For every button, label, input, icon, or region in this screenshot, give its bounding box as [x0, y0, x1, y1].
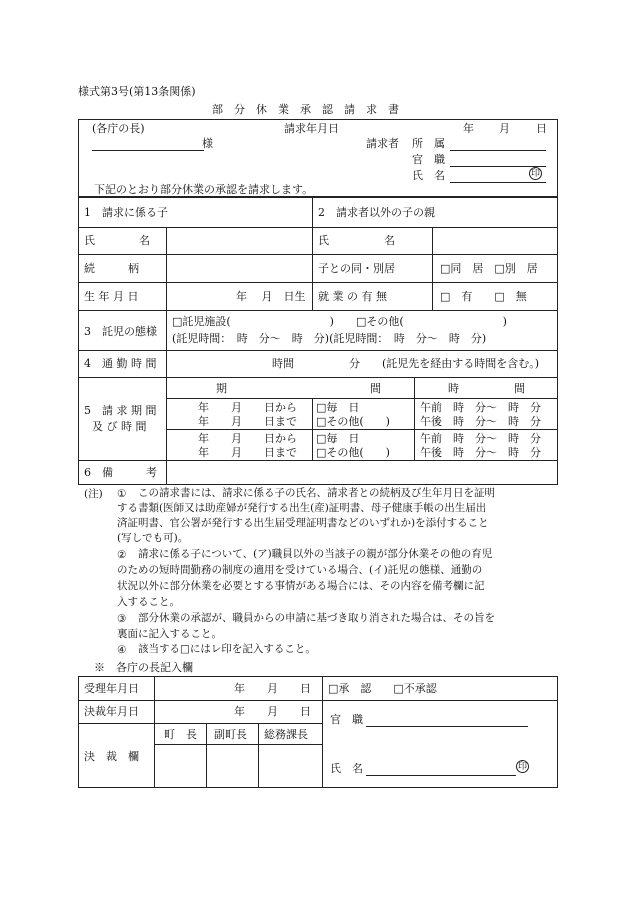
period-label-line1: 5 請 求 期 間 — [84, 404, 157, 417]
note2-line4: 入すること。 — [117, 596, 180, 608]
childcare-mode-label: 3 託児の態様 — [84, 325, 157, 338]
note3-number: ③ — [117, 613, 127, 625]
post-label: 官 職 — [412, 153, 445, 166]
note2-line2: のための短時間勤務の制度の適用を受けている場合、(イ)託児の態様、通勤の — [117, 564, 483, 576]
note2-line1: 請求に係る子について、(ア)職員以外の当該子の親が部分休業その他の育児 — [138, 548, 493, 560]
period1-pm-time[interactable]: 午後 時 分～ 時 分 — [420, 415, 541, 428]
sec1-child-heading: 1 請求に係る子 — [84, 206, 168, 219]
note1-line2: する書類(医師又は助産婦が発行する出生(産)証明書、母子健康手帳の出生届出 — [117, 502, 487, 514]
period-column-header: 期 間 — [216, 382, 381, 395]
year-label: 年 — [463, 122, 474, 135]
period2-to[interactable]: 年 月 日まで — [198, 446, 297, 459]
period1-to[interactable]: 年 月 日まで — [198, 415, 297, 428]
period2-pm-time[interactable]: 午後 時 分～ 時 分 — [420, 446, 541, 459]
period1-other-checkbox[interactable]: □その他( ) — [316, 415, 390, 428]
requester-name-field[interactable] — [450, 182, 546, 183]
period1-am-time[interactable]: 午前 時 分～ 時 分 — [420, 401, 541, 414]
dept-field[interactable] — [450, 150, 546, 151]
chief-name-field[interactable] — [366, 775, 516, 776]
period1-daily-checkbox[interactable]: □毎 日 — [316, 401, 360, 414]
day-label: 日 — [536, 122, 547, 135]
commute-label: 4 通 勤 時 間 — [84, 357, 157, 370]
addressee-label: (各庁の長) — [92, 122, 145, 135]
deputy-mayor-label: 副町長 — [214, 728, 247, 741]
approval-options[interactable]: □承 認 □不承認 — [328, 682, 437, 695]
period2-am-time[interactable]: 午前 時 分～ 時 分 — [420, 432, 541, 445]
seal-icon: 印 — [530, 169, 540, 179]
cohabitation-options[interactable]: □同 居 □別 居 — [440, 262, 538, 275]
approval-column-label: 決 裁 欄 — [84, 750, 139, 763]
period2-other-checkbox[interactable]: □その他( ) — [316, 446, 390, 459]
sama-label: 様 — [202, 137, 213, 150]
mayor-stamp-box[interactable] — [156, 746, 204, 786]
form-title: 部 分 休 業 承 認 請 求 書 — [212, 103, 399, 116]
form-number: 様式第3号(第13条関係) — [78, 85, 196, 98]
chief-name-label: 氏 名 — [330, 762, 363, 775]
remarks-label: 6 備 考 — [84, 466, 157, 479]
note1-line1: この請求書には、請求に係る子の氏名、請求者との続柄及び生年月日を証明 — [138, 487, 495, 499]
chief-section-heading: ※ 各庁の長記入欄 — [94, 661, 193, 674]
request-statement: 下記のとおり部分休業の承認を請求します。 — [94, 183, 314, 196]
birthdate-field[interactable]: 年 月 日生 — [236, 290, 306, 303]
sec2-other-parent-heading: 2 請求者以外の子の親 — [318, 206, 435, 219]
deputy-mayor-stamp-box[interactable] — [208, 746, 256, 786]
cohabitation-label: 子との同・別居 — [318, 262, 395, 275]
parent-name-label: 氏 名 — [318, 234, 395, 247]
note4-number: ④ — [117, 644, 127, 656]
note3-line1: 部分休業の承認が、職員からの申請に基づき取り消された場合は、その旨を — [138, 612, 495, 624]
notes-prefix: (注) — [84, 488, 103, 500]
child-name-label: 氏 名 — [84, 234, 150, 247]
chief-post-field[interactable] — [366, 726, 528, 727]
received-date-field[interactable]: 年 月 日 — [234, 682, 311, 695]
childcare-facility-options[interactable]: □託児施設( ) □その他( ) — [172, 315, 507, 328]
dept-label: 所 属 — [412, 137, 445, 150]
childcare-hours[interactable]: (託児時間： 時 分～ 時 分)(託児時間： 時 分～ 時 分) — [172, 332, 487, 345]
note1-number: ① — [117, 488, 127, 500]
period1-from[interactable]: 年 月 日から — [198, 401, 297, 414]
chief-seal-icon: 印 — [517, 762, 527, 772]
commute-field[interactable]: 時間 分 (託児先を経由する時間を含む。) — [272, 357, 540, 370]
period2-from[interactable]: 年 月 日から — [198, 432, 297, 445]
parent-name-field[interactable] — [436, 230, 554, 250]
general-affairs-label: 総務課長 — [264, 728, 308, 741]
decision-date-label: 決裁年月日 — [84, 705, 139, 718]
request-date-label: 請求年月日 — [284, 122, 339, 135]
remarks-field[interactable] — [170, 463, 554, 483]
decision-date-field[interactable]: 年 月 日 — [234, 705, 311, 718]
period-label-line2: 及 び 時 間 — [92, 420, 147, 433]
employment-options[interactable]: □ 有 □ 無 — [440, 290, 527, 303]
note2-line3: 状況以外に部分休業を必要とする事情がある場合には、その内容を備考欄に記 — [117, 580, 485, 592]
note3-line2: 裏面に記入すること。 — [117, 628, 222, 640]
month-label: 月 — [499, 122, 510, 135]
note1-line3: 済証明書、官公署が発行する出生届受理証明書などのいずれか)を添付すること — [117, 517, 489, 529]
child-name-field[interactable] — [170, 230, 308, 250]
general-affairs-stamp-box[interactable] — [260, 746, 320, 786]
relation-label: 続 柄 — [84, 262, 139, 275]
addressee-line[interactable] — [92, 150, 204, 151]
requester-name-label: 氏 名 — [412, 169, 445, 182]
chief-post-label: 官 職 — [330, 713, 363, 726]
note2-number: ② — [117, 549, 127, 561]
mayor-label: 町 長 — [164, 728, 197, 741]
relation-field[interactable] — [170, 258, 308, 278]
received-date-label: 受理年月日 — [84, 682, 139, 695]
requester-label: 請求者 — [366, 137, 399, 150]
time-column-header: 時 間 — [448, 382, 525, 395]
birthdate-label: 生 年 月 日 — [84, 290, 139, 303]
employment-label: 就 業 の 有 無 — [318, 290, 387, 303]
note4-line1: 該当する□にはレ印を記入すること。 — [138, 643, 316, 655]
period2-daily-checkbox[interactable]: □毎 日 — [316, 432, 360, 445]
note1-line4: (写しでも可)。 — [117, 532, 189, 544]
